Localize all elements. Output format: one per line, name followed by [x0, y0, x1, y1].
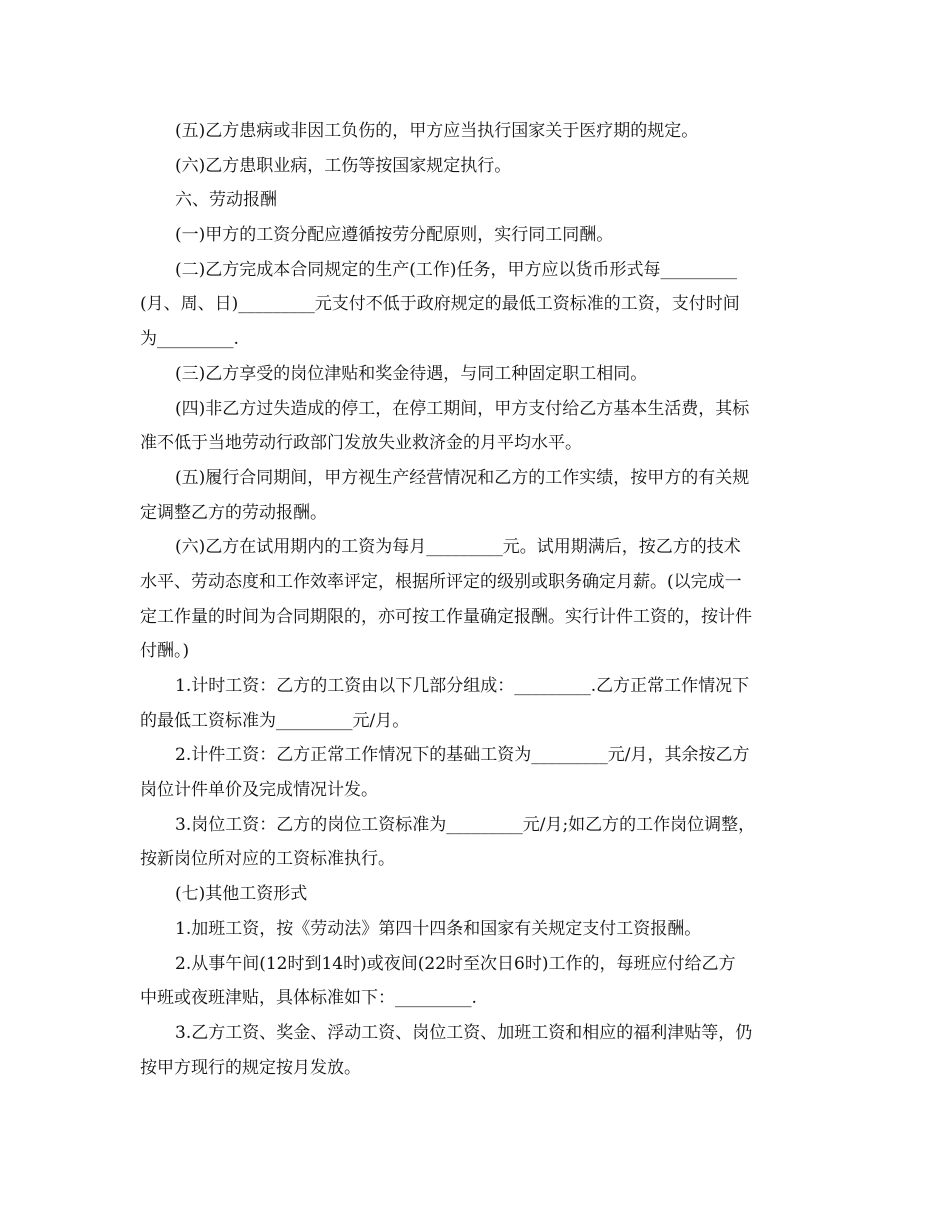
paragraph-line: (月、周、日)_________元支付不低于政府规定的最低工资标准的工资，支付时间	[140, 294, 740, 315]
paragraph-line: 3.岗位工资：乙方的岗位工资标准为_________元/月;如乙方的工作岗位调整，	[175, 814, 756, 835]
paragraph-line: 1.计时工资：乙方的工资由以下几部分组成：_________.乙方正常工作情况下	[175, 676, 750, 696]
paragraph-line: 3.乙方工资、奖金、浮动工资、岗位工资、加班工资和相应的福利津贴等，仍	[175, 1022, 753, 1043]
paragraph-line: 按甲方现行的规定按月发放。	[140, 1057, 361, 1078]
paragraph-line: 准不低于当地劳动行政部门发放失业救济金的月平均水平。	[140, 433, 582, 454]
paragraph-line: 定调整乙方的劳动报酬。	[140, 502, 327, 523]
paragraph-line: 的最低工资标准为_________元/月。	[140, 710, 410, 731]
paragraph-line: 付酬。)	[140, 641, 190, 662]
paragraph-line: 1.加班工资，按《劳动法》第四十四条和国家有关规定支付工资报酬。	[175, 918, 702, 939]
subsection-heading: (七)其他工资形式	[175, 884, 308, 905]
paragraph-line: 定工作量的时间为合同期限的，亦可按工作量确定报酬。实行计件工资的，按计件	[140, 606, 752, 627]
paragraph-line: (一)甲方的工资分配应遵循按劳分配原则，实行同工同酬。	[175, 225, 614, 246]
paragraph-line: (二)乙方完成本合同规定的生产(工作)任务，甲方应以货币形式每_________	[175, 259, 738, 280]
paragraph-line: (四)非乙方过失造成的停工，在停工期间，甲方支付给乙方基本生活费，其标	[175, 398, 750, 419]
paragraph-line: (六)乙方患职业病，工伤等按国家规定执行。	[175, 155, 512, 176]
paragraph-line: 2.计件工资：乙方正常工作情况下的基础工资为_________元/月，其余按乙方	[175, 745, 750, 766]
paragraph-line: 2.从事午间(12时到14时)或夜间(22时至次日6时)工作的，每班应付给乙方	[175, 953, 736, 974]
paragraph-line: (五)履行合同期间，甲方视生产经营情况和乙方的工作实绩，按甲方的有关规	[175, 467, 750, 488]
paragraph-line: 水平、劳动态度和工作效率评定，根据所评定的级别或职务确定月薪。(以完成一	[140, 571, 742, 592]
paragraph-line: 为_________.	[140, 329, 239, 350]
section-heading: 六、劳动报酬	[175, 190, 277, 211]
paragraph-line: 岗位计件单价及完成情况计发。	[140, 780, 378, 801]
paragraph-line: (五)乙方患病或非因工负伤的，甲方应当执行国家关于医疗期的规定。	[175, 121, 699, 141]
document-body	[140, 114, 816, 1085]
paragraph-line: 中班或夜班津贴，具体标准如下：_________.	[140, 988, 477, 1009]
paragraph-line: (三)乙方享受的岗位津贴和奖金待遇，与同工种固定职工相同。	[175, 363, 648, 384]
paragraph-line: 按新岗位所对应的工资标准执行。	[140, 849, 395, 870]
paragraph-line: (六)乙方在试用期内的工资为每月_________元。试用期满后，按乙方的技术	[175, 537, 741, 558]
